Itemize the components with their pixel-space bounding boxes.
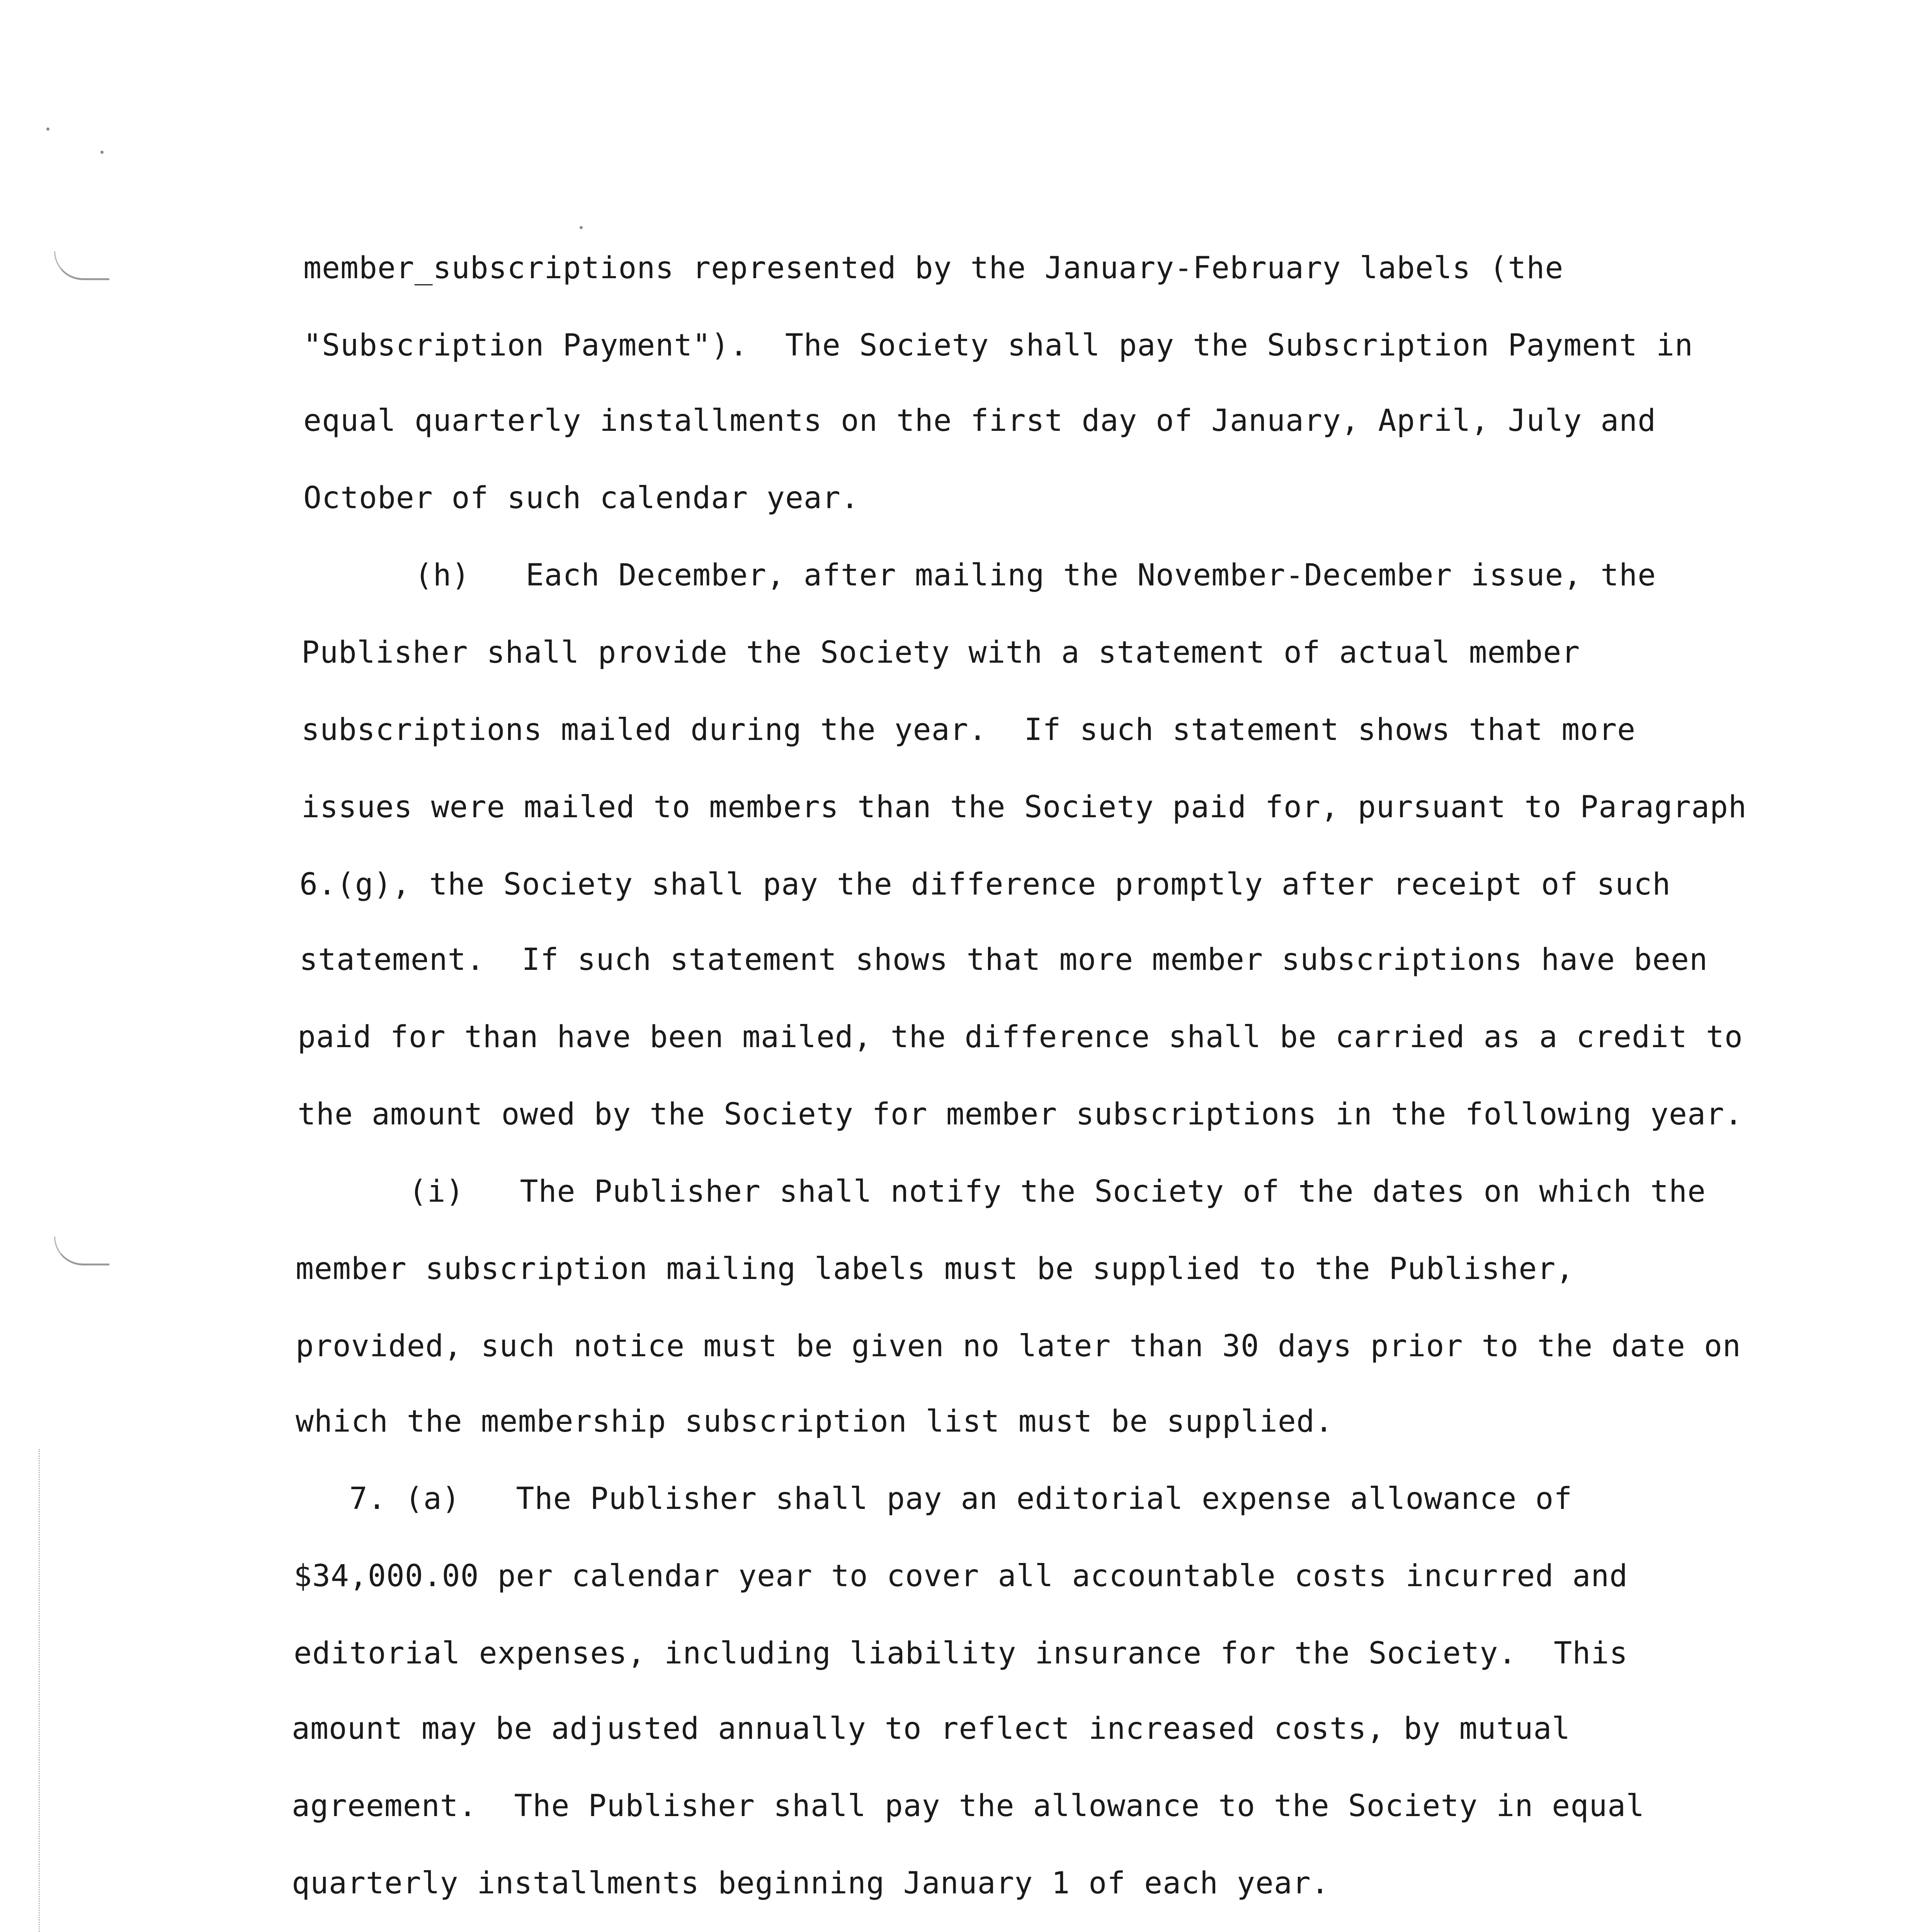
text-line: editorial expenses, including liability insurance for the Society. This — [294, 1636, 1628, 1671]
text-line: (i) The Publisher shall notify the Society of the dates on which the — [298, 1174, 1706, 1209]
text-line: the amount owed by the Society for member subscriptions in the following year. — [298, 1097, 1743, 1132]
text-line: member subscription mailing labels must be supplied to the Publisher, — [296, 1252, 1575, 1286]
scan-speck — [580, 226, 583, 229]
text-line: "Subscription Payment"). The Society shall pay the Subscription Payment in — [303, 328, 1693, 363]
text-line: 7. (a) The Publisher shall pay an editorial expense allowance of — [294, 1481, 1573, 1516]
text-line: $34,000.00 per calendar year to cover all accountable costs incurred and — [294, 1559, 1628, 1594]
scan-fold-line — [39, 1449, 40, 1932]
text-line: which the membership subscription list must be supplied. — [296, 1404, 1333, 1439]
binder-hole-mark-middle — [54, 1236, 109, 1265]
text-line: Publisher shall provide the Society with a statement of actual member — [301, 635, 1580, 670]
text-line: (h) Each December, after mailing the November-December issue, the — [303, 558, 1656, 593]
scan-speck — [46, 128, 49, 131]
text-line: agreement. The Publisher shall pay the allowance to the Society in equal — [292, 1789, 1645, 1823]
text-line: quarterly installments beginning January 1 of each year. — [292, 1866, 1330, 1901]
scan-speck — [100, 151, 104, 154]
text-line: member_subscriptions represented by the January-February labels (the — [303, 251, 1564, 286]
text-line: paid for than have been mailed, the difference shall be carried as a credit to — [298, 1020, 1743, 1054]
binder-hole-mark-top — [54, 251, 109, 280]
text-line: statement. If such statement shows that more member subscriptions have been — [299, 942, 1708, 977]
text-line: equal quarterly installments on the first day of January, April, July and — [303, 403, 1656, 438]
text-line: provided, such notice must be given no later than 30 days prior to the date on — [296, 1329, 1741, 1364]
text-line: subscriptions mailed during the year. If such statement shows that more — [301, 713, 1636, 747]
text-line: October of such calendar year. — [303, 481, 859, 515]
text-line: issues were mailed to members than the Society paid for, pursuant to Paragraph — [301, 790, 1747, 825]
text-line: 6.(g), the Society shall pay the difference promptly after receipt of such — [299, 867, 1671, 902]
text-line: amount may be adjusted annually to reflect increased costs, by mutual — [292, 1711, 1571, 1746]
